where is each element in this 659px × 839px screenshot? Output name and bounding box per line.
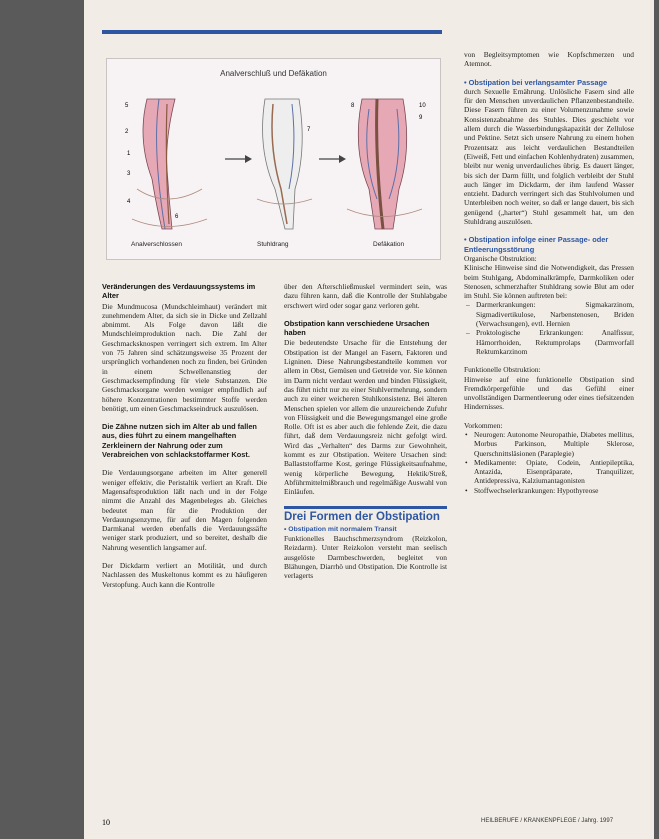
anatomy-figure <box>106 58 441 260</box>
figure-caption-defecation: Defäkation <box>373 241 405 248</box>
subheading-slow-passage: • Obstipation bei verlangsamter Passage <box>464 77 608 87</box>
figure-label: 4 <box>127 199 131 205</box>
paragraph: Hinweise auf eine funktionelle Obstipation sind Fremdkörpergefühle und das Gefühl einer unvollständigen Darmentleerung oder eines tiefsitzenden Hindernisses. <box>464 374 634 412</box>
arrow-icon <box>225 155 252 163</box>
paragraph: über den Afterschließmuskel vermindert sein, was dazu führen kann, daß die Kontrolle der Stuhlabgabe erschwert wird oder sogar ganz verloren geht. <box>284 282 447 310</box>
figure-label: 1 <box>127 151 131 157</box>
organic-causes-list <box>464 300 634 356</box>
figure-label: 10 <box>419 103 426 109</box>
figure-label: 8 <box>351 103 355 109</box>
section-title: Drei Formen der Obstipation <box>284 510 440 523</box>
column-2 <box>284 282 447 590</box>
anus-closed-drawing <box>132 99 207 229</box>
column-1 <box>102 282 267 598</box>
figure-label: 7 <box>307 127 311 133</box>
figure-label: 6 <box>175 214 179 220</box>
list-item: – Proktologische Erkrankungen: Analfissur, Hämorrhoiden, Rektumprolaps (Darmvorfall Rektumkarzinom <box>476 328 634 356</box>
figure-label: 2 <box>125 129 129 135</box>
column-3 <box>464 50 634 495</box>
page-number: 10 <box>102 818 110 827</box>
subheading-normal-transit: • Obstipation mit normalem Transit <box>284 525 397 533</box>
list-item: • Medikamente: Opiate, Codein, Antiepileptika, Antazida, Eisenpräparate, Tranquilizer, Antidepressiva, Kalziumantagonisten <box>474 458 634 486</box>
stool-urge-drawing <box>257 99 312 229</box>
subheading-passage-disorder: • Obstipation infolge einer Passage- oder Entleerungsstörung <box>464 235 609 254</box>
figure-label: 3 <box>127 171 131 177</box>
document-page <box>84 0 654 839</box>
list-item: • Stoffwechselerkrankungen: Hypothyreose <box>474 486 634 495</box>
paragraph: Klinische Hinweise sind die Notwendigkeit, das Pressen beim Stuhlgang, Abdominalkrämpfe, Darmkoliken oder Stenosen, schmerzhafter Stuhldrang sowie Blut am oder im Stuhl. Sie können auftreten bei: <box>464 263 634 301</box>
occurrence-list <box>464 430 634 495</box>
paragraph: Der Dickdarm verliert an Motilität, und durch Nachlassen des Muskeltonus kommt es zu häufigeren Verstopfung. Auch kann die Kontrolle <box>102 561 267 589</box>
paragraph: von Begleitsymptomen wie Kopfschmerzen und Atemnot. <box>464 50 634 69</box>
label-functional: Funktionelle Obstruktion: <box>464 365 541 375</box>
heading-aging-digestion: Veränderungen des Verdauungssystems im Alter <box>102 282 256 301</box>
paragraph: Die Verdauungsorgane arbeiten im Alter generell weniger effektiv, die Peristaltik verliert an Kraft. Die Magensaftsproduktion läßt nach und in der Folge nimmt die Anzahl des Magenbeleges ab. Gleiches bedeutet man für die Produktion der Verdauungsenzyme, für auf den Magen folgenden Darmkanal werden ebenfalls die Verdauungssäfte weniger stark produziert, und so bereitet, deshalb die Nahrung wesentlich langsamer auf. <box>102 468 267 552</box>
heading-causes: Obstipation kann verschiedene Ursachen haben <box>284 318 430 338</box>
defecation-drawing <box>347 99 422 229</box>
arrow-icon <box>319 155 346 163</box>
top-rule <box>102 30 442 34</box>
list-item: • Neurogen: Autonome Neuropathie, Diabetes mellitus, Morbus Parkinson, Multiple Sklerose, Querschnittsläsionen (Paraplegie) <box>474 430 634 458</box>
paragraph: Die Mundmucosa (Mundschleimhaut) verändert mit zunehmendem Alter, da sich sie in Dicke und Zellzahl abnimmt. Als Folge davon läßt die Mundschleimproduktion nach. Die Zahl der Geschmacksknospen verringert sich extrem. Im Alter von 75 Jahren sind schätzungsweise 35 Prozent der ursprünglich vorhandenen noch zu finden, bei Gründen in einem Schwellenanstieg der Geschmacksempfindung für viele Substanzen. Die Geschmacksorgane werden weniger empfindlich auf höhere Konzentrationen bestimmter Stoffe werden benötigt, um einen Geschmackseindruck auszulösen. <box>102 301 267 413</box>
label-organic: Organische Obstruktion: <box>464 253 537 263</box>
paragraph: durch Sexuelle Ernährung. Unlösliche Fasern sind alle für den Menschen unverdaulichen Pflanzenbestandteile. Diese Fasern führen zu einer Volumenzunahme sowie Konsistenzabnahme des Stuhles. Dies geschieht vor allem durch die Wasserbindungskapazität der Zellulose und Pektine. Setzt sich unsere Nahrung zu einem hohen Prozentsatz aus leicht verdaulichen Bestandteilen (Eiweiß, Fett und einfachen Kohlenhydraten) zusammen, bleibt nur wenig unverdauliches übrig. Es dauert länger, bis sich der Darm füllt, und folglich verbleibt der Stuhl auch länger im Dickdarm, der ihm laufend Wasser entzieht. Dadurch verringert sich das Stuhlvolumen und Unterbleiben noch weiter, so daß er lange dauert, bis sich genügend („harter“) Stuhl gesammelt hat, um den Stuhldrang auszulösen. <box>464 86 634 227</box>
list-item: – Darmerkrankungen: Sigmakarzinom, Sigmadivertikulose, Narbenstenosen, Briden (Verwachsungen), evtl. Hernien <box>476 300 634 328</box>
label-occurrence: Vorkommen: <box>464 420 503 430</box>
section-rule <box>284 506 447 509</box>
paragraph: Die bedeutendste Ursache für die Entstehung der Obstipation ist der Mangel an Fasern, Faktoren und Ligninen. Diese Nahrungsbestandteile kommen vor allem in Obst, Gemüsen und Getreide vor. Sie können im Darm nicht verdaut werden und binden Flüssigkeit, das führt nicht nur zu einer Stuhlvermehrung, sondern auch zu einer weicheren Stuhlkonsistenz. Bei älteren Menschen spielen vor allem die unzureichende Zufuhr von Flüssigkeit und die Bewegungsmangel eine große Rolle. Oft ist es aber auch die fehlende Zeit, die dazu führt, daß dem Verdauungsreiz nicht gefolgt wird. Wird das „Verhalten“ des Darms zur Gewohnheit, kommt es zur Obstipation. Weitere Ursachen sind: Ballaststoffarme Kost, geringe Flüssigkeitsaufnahme, wenig körperliche Bewegung, Hektik/Streß, Abführmittelmißbrauch und regelmäßige Auswahl von Einläufen. <box>284 338 447 497</box>
figure-label: 5 <box>125 103 129 109</box>
figure-title: Analverschluß und Defäkation <box>220 69 327 78</box>
figure-label: 9 <box>419 115 423 121</box>
figure-caption-closed: Analverschlossen <box>131 241 182 248</box>
paragraph: Funktionelles Bauchschmerzsyndrom (Reizkolon, Reizdarm). Unter Reizkolon versteht man seelisch ausgelöste Darmbeschwerden, begleitet von Blähungen, Diarrhö und Obstipation. Die Kontrolle ist verlagerts <box>284 534 447 581</box>
lead-paragraph: Die Zähne nutzen sich im Alter ab und fallen aus, dies führt zu einem mangelhaften Zerkleinern der Nahrung oder zum Verabreichen von schlackstoffarmer Kost. <box>102 422 257 460</box>
anatomy-illustration <box>107 59 440 239</box>
journal-footer: HEILBERUFE / KRANKENPFLEGE / Jahrg. 1997 <box>481 818 614 824</box>
figure-caption-urge: Stuhldrang <box>257 241 289 248</box>
